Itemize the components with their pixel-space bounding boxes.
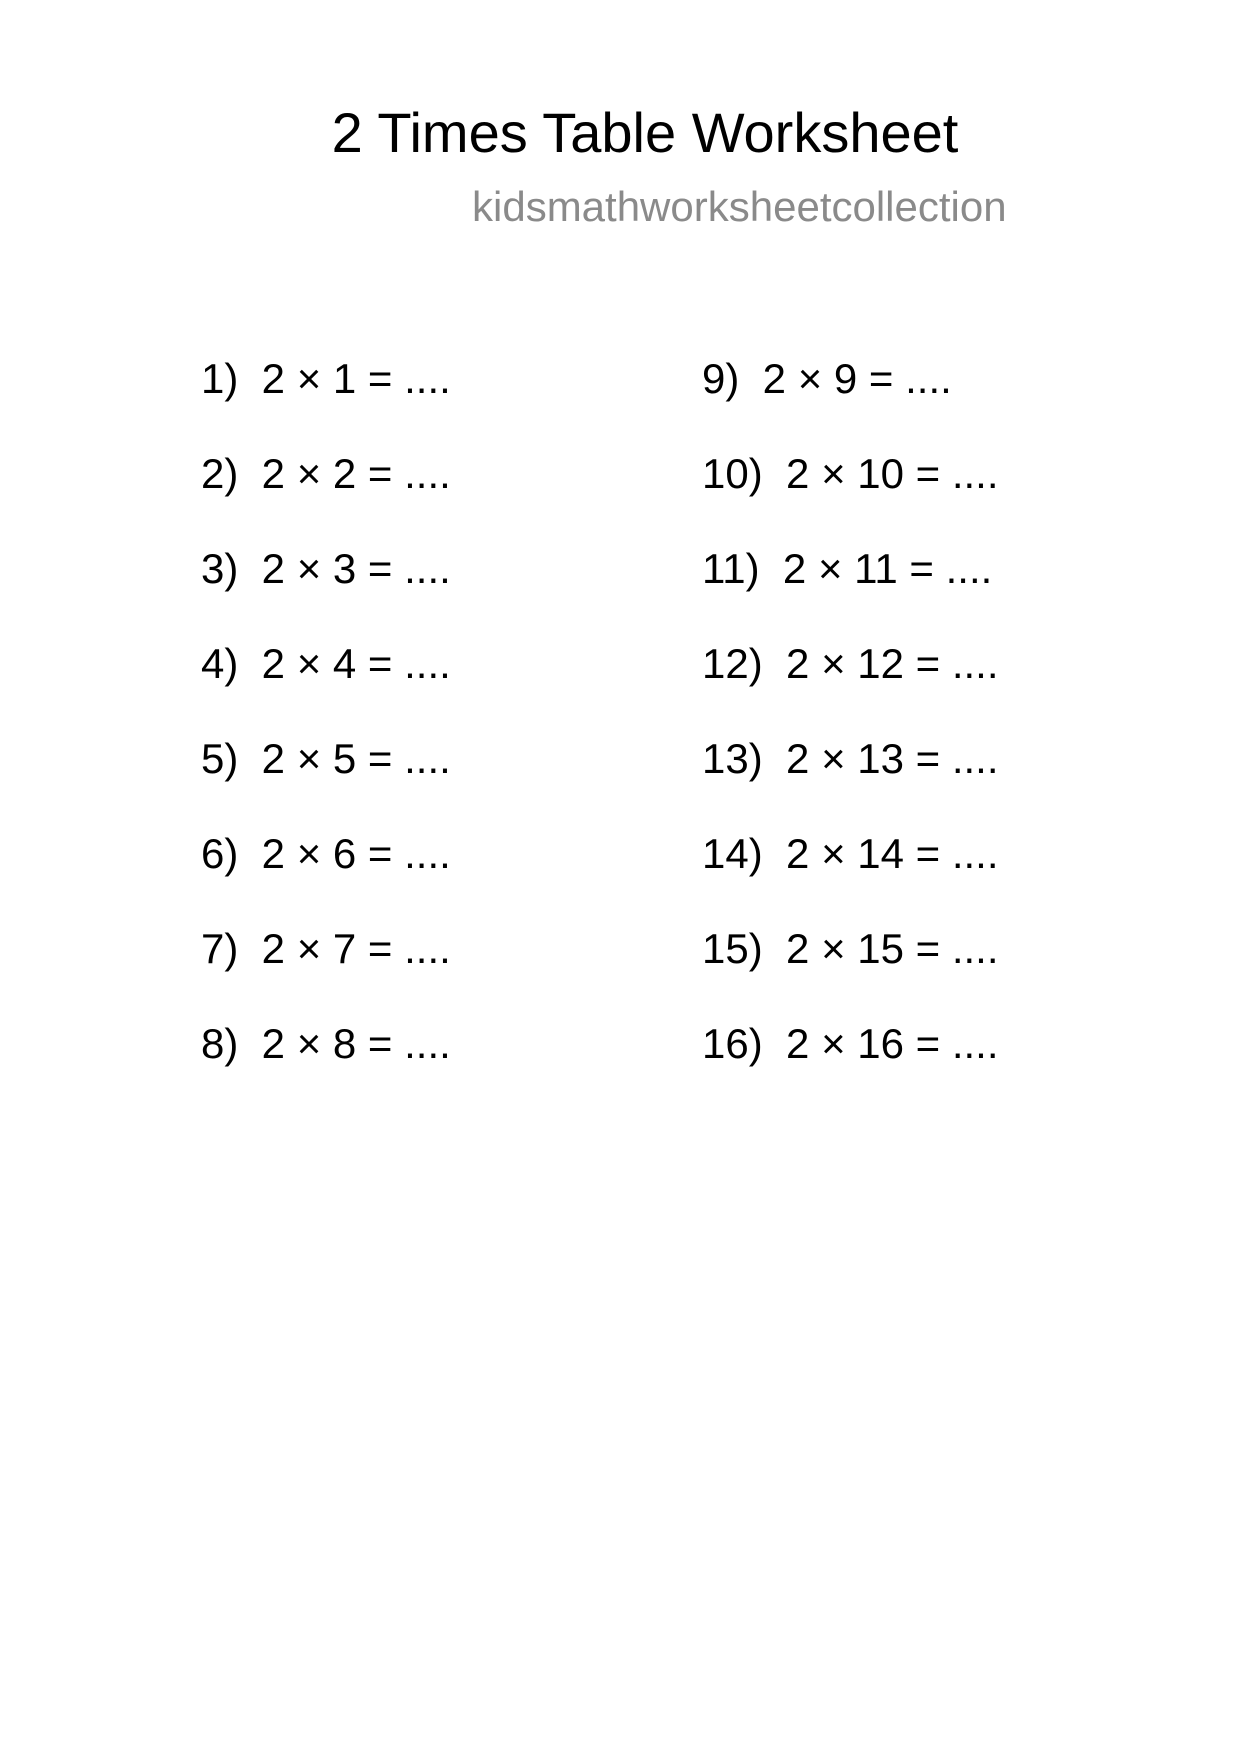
problem-14: 14) 2 × 14 = .... <box>702 830 999 877</box>
problem-1: 1) 2 × 1 = .... <box>201 355 451 402</box>
problem-10: 10) 2 × 10 = .... <box>702 450 999 497</box>
problems-column-left <box>201 344 451 1104</box>
problems-column-right <box>702 344 999 1104</box>
problem-4: 4) 2 × 4 = .... <box>201 640 451 687</box>
problem-7: 7) 2 × 7 = .... <box>201 925 451 972</box>
problem-8: 8) 2 × 8 = .... <box>201 1020 451 1067</box>
problem-11: 11) 2 × 11 = .... <box>702 545 993 592</box>
problem-2: 2) 2 × 2 = .... <box>201 450 451 497</box>
problem-5: 5) 2 × 5 = .... <box>201 735 451 782</box>
problem-16: 16) 2 × 16 = .... <box>702 1020 999 1067</box>
problem-12: 12) 2 × 12 = .... <box>702 640 999 687</box>
problem-9: 9) 2 × 9 = .... <box>702 355 952 402</box>
worksheet-title: 2 Times Table Worksheet <box>331 101 959 164</box>
problem-3: 3) 2 × 3 = .... <box>201 545 451 592</box>
problem-6: 6) 2 × 6 = .... <box>201 830 451 877</box>
worksheet-subtitle: kidsmathworksheetcollection <box>472 183 1007 230</box>
problem-13: 13) 2 × 13 = .... <box>702 735 999 782</box>
problem-15: 15) 2 × 15 = .... <box>702 925 999 972</box>
